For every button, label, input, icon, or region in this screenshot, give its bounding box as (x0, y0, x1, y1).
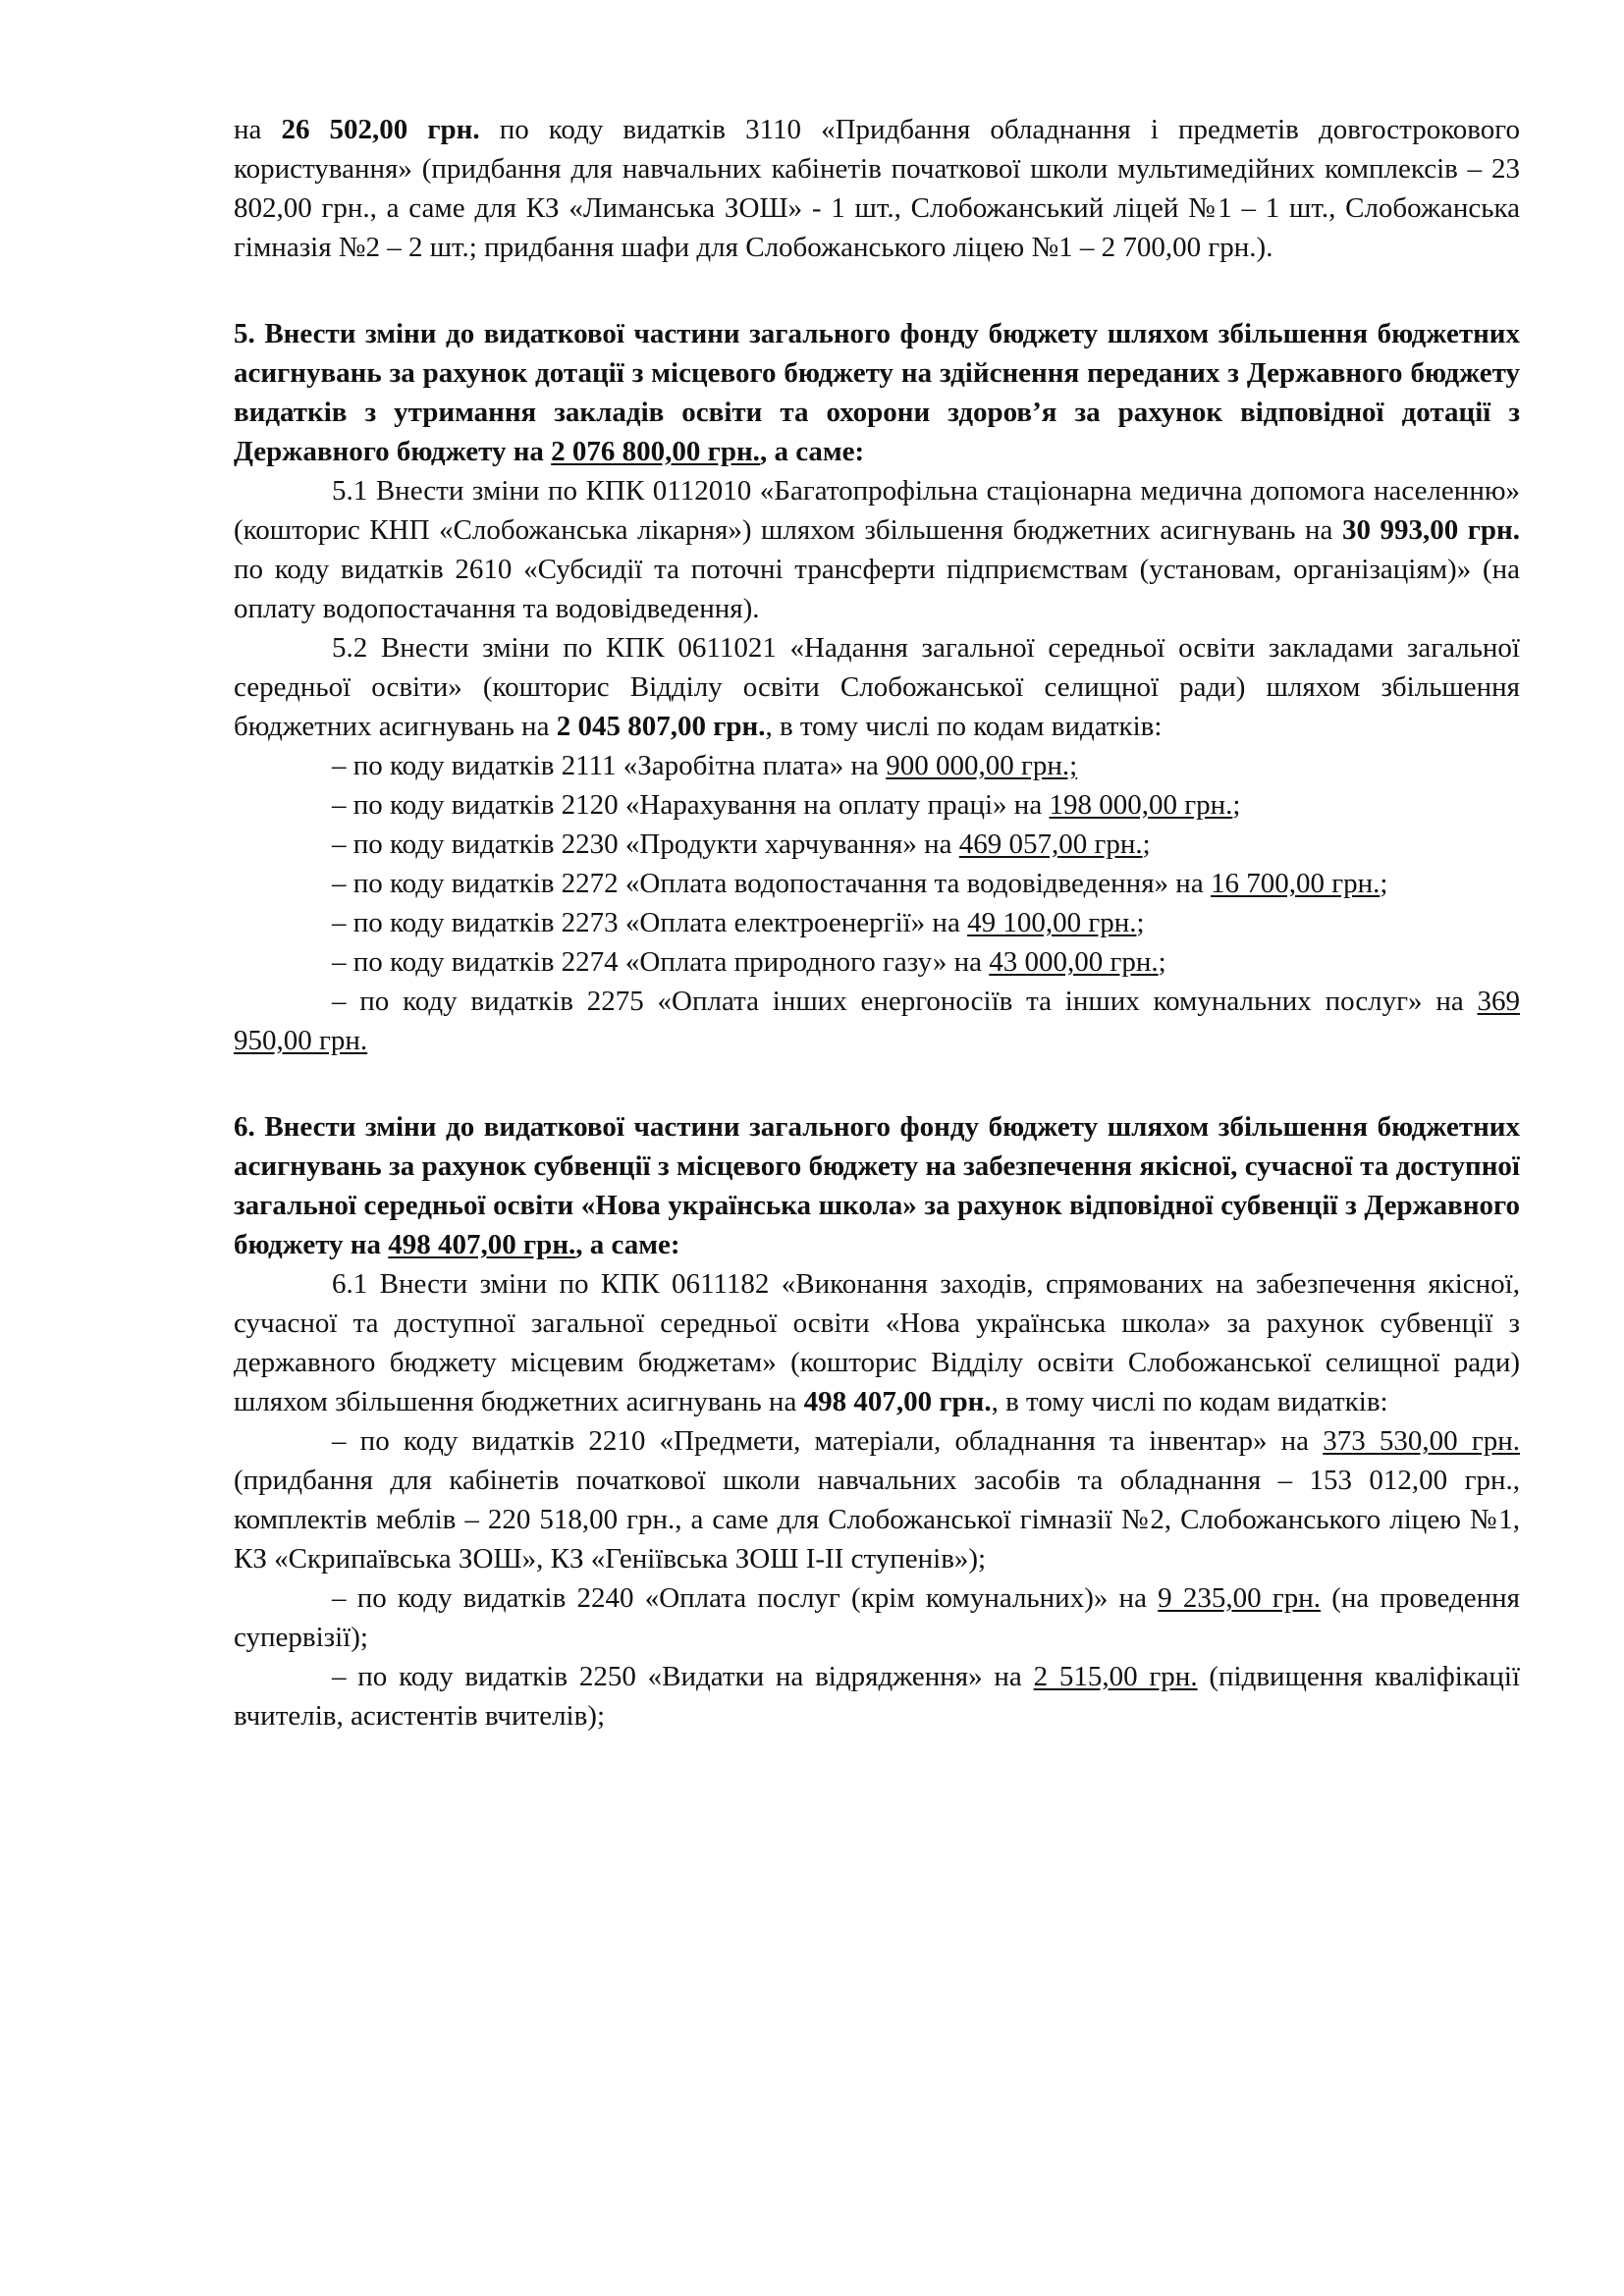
document-page (234, 110, 1520, 1735)
text: , в тому числі по кодам видатків: (991, 1386, 1388, 1417)
paragraph-continuation (234, 110, 1520, 267)
list-item (234, 864, 1520, 903)
amount-underlined: 373 530,00 грн. (1323, 1425, 1520, 1457)
text: 5.2 Внести зміни по КПК 0611021 «Надання загальної середньої освіти закладами загальної середньої освіти» (кошторис Відділу освіти Слобожанської селищної ради) шляхом збільшення бюджетних асигнувань на (234, 632, 1520, 742)
list-item (234, 746, 1520, 785)
section-6-heading (234, 1107, 1520, 1264)
section-5-heading (234, 314, 1520, 471)
text: – по коду видатків 2111 «Заробітна плата» на (332, 750, 887, 781)
text: ; (1142, 828, 1151, 860)
list-item (234, 785, 1520, 825)
heading-text: 5. Внести зміни до видаткової частини загального фонду бюджету шляхом збільшення бюджетних асигнувань за рахунок дотації з місцевого бюджету на здійснення переданих з Державного бюджету видатків з утримання закладів освіти та охорони здоров’я за рахунок відповідної дотації з Державного бюджету на (234, 318, 1520, 467)
amount-underlined: 49 100,00 грн. (967, 907, 1137, 938)
amount-bold: 30 993,00 грн. (1341, 514, 1520, 546)
heading-amount: 2 076 800,00 грн. (551, 436, 760, 467)
text: – по коду видатків 2240 «Оплата послуг (крім комунальних)» на (332, 1582, 1159, 1614)
amount-underlined: 16 700,00 грн. (1210, 868, 1380, 899)
text: ; (1232, 789, 1241, 821)
text: – по коду видатків 2274 «Оплата природного газу» на (332, 946, 990, 978)
text: – по коду видатків 2273 «Оплата електроенергії» на (332, 907, 968, 938)
text: – по коду видатків 2250 «Видатки на відрядження» на (332, 1661, 1034, 1692)
list-item (234, 825, 1520, 864)
list-item (234, 942, 1520, 982)
text: ; (1158, 946, 1166, 978)
spacer (234, 267, 1520, 314)
list-item (234, 1421, 1520, 1578)
heading-tail: , а саме: (575, 1229, 680, 1260)
list-item (234, 982, 1520, 1060)
amount-bold: 498 407,00 грн. (803, 1386, 992, 1417)
paragraph-5-2 (234, 628, 1520, 746)
text: – по коду видатків 2120 «Нарахування на оплату праці» на (332, 789, 1050, 821)
text: (підвищення кваліфікації вчителів, асистентів вчителів); (234, 1661, 1520, 1732)
amount-underlined: 369 950,00 грн. (234, 986, 1520, 1056)
amount-underlined: 9 235,00 грн. (1158, 1582, 1321, 1614)
text: на (234, 114, 282, 145)
paragraph-6-1 (234, 1264, 1520, 1421)
heading-amount: 498 407,00 грн. (388, 1229, 576, 1260)
amount-underlined: 43 000,00 грн. (989, 946, 1159, 978)
amount-underlined: 469 057,00 грн. (958, 828, 1143, 860)
amount-underlined: 2 515,00 грн. (1033, 1661, 1198, 1692)
text: 5.1 Внести зміни по КПК 0112010 «Багатопрофільна стаціонарна медична допомога населенню» (кошторис КНП «Слобожанська лікарня») шляхом збільшення бюджетних асигнувань на (234, 475, 1520, 546)
amount-underlined: 198 000,00 грн. (1049, 789, 1233, 821)
list-item (234, 903, 1520, 942)
amount-bold: 26 502,00 грн. (281, 114, 480, 145)
text: ; (1136, 907, 1145, 938)
text: – по коду видатків 2230 «Продукти харчування» на (332, 828, 959, 860)
heading-tail: , а саме: (759, 436, 865, 467)
text: 6.1 Внести зміни по КПК 0611182 «Виконання заходів, спрямованих на забезпечення якісної, сучасної та доступної загальної середньої освіти «Нова українська школа» за рахунок субвенції з державного бюджету місцевим бюджетам» (кошторис Відділу освіти Слобожанської селищної ради) шляхом збільшення бюджетних асигнувань на (234, 1268, 1520, 1417)
heading-text: 6. Внести зміни до видаткової частини загального фонду бюджету шляхом збільшення бюджетних асигнувань за рахунок субвенції з місцевого бюджету на забезпечення якісної, сучасної та доступної загальної середньої освіти «Нова українська школа» за рахунок відповідної субвенції з Державного бюджету на (234, 1111, 1520, 1260)
text: по коду видатків 2610 «Субсидії та поточні трансферти підприємствам (установам, організаціям)» (на оплату водопостачання та водовідведення). (234, 554, 1520, 624)
amount-bold: 2 045 807,00 грн. (556, 711, 766, 742)
text: – по коду видатків 2275 «Оплата інших енергоносіїв та інших комунальних послуг» на (332, 986, 1478, 1017)
text: , в тому числі по кодам видатків: (765, 711, 1163, 742)
text: по коду видатків 3110 «Придбання обладнання і предметів довгострокового користування» (придбання для навчальних кабінетів початкової школи мультимедійних комплексів – 23 802,00 грн., а саме для КЗ «Лиманська ЗОШ» - 1 шт., Слобожанський ліцей №1 – 1 шт., Слобожанська гімназія №2 – 2 шт.; придбання шафи для Слобожанського ліцею №1 – 2 700,00 грн.). (234, 114, 1520, 263)
amount-underlined: 900 000,00 грн.; (886, 750, 1078, 781)
text: – по коду видатків 2210 «Предмети, матеріали, обладнання та інвентар» на (332, 1425, 1324, 1457)
spacer (234, 1060, 1520, 1107)
text: ; (1380, 868, 1388, 899)
text: (на проведення супервізії); (234, 1582, 1520, 1653)
paragraph-5-1 (234, 471, 1520, 628)
list-item (234, 1657, 1520, 1735)
list-item (234, 1578, 1520, 1657)
text: – по коду видатків 2272 «Оплата водопостачання та водовідведення» на (332, 868, 1211, 899)
text: (придбання для кабінетів початкової школи навчальних засобів та обладнання – 153 012,00 грн., комплектів меблів – 220 518,00 грн., а саме для Слобожанської гімназії №2, Слобожанського ліцею №1, КЗ «Скрипаївська ЗОШ», КЗ «Геніївська ЗОШ І-ІІ ступенів»); (234, 1465, 1520, 1575)
